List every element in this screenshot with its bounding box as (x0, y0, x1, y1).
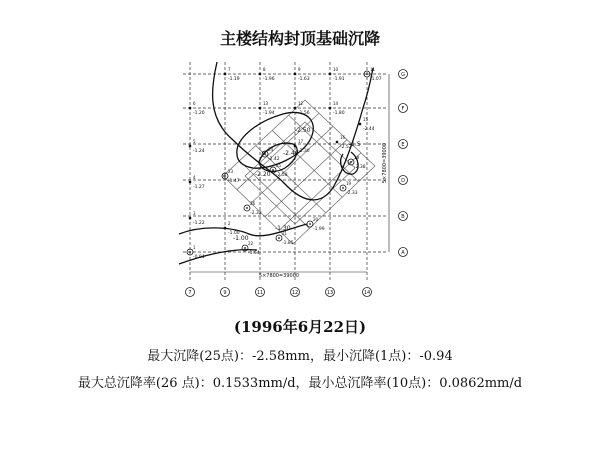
settlement-point-marker (294, 145, 296, 147)
settlement-point-marker (224, 227, 226, 229)
settlement-point-marker (329, 107, 331, 109)
tower-outline-outer (223, 100, 375, 244)
settlement-point-value: -1.19 (228, 77, 240, 82)
settlement-point-id: 25 (276, 163, 282, 168)
settlement-point-id: 14 (333, 101, 339, 106)
settlement-point-id: 21 (282, 231, 288, 236)
settlement-point-marker (359, 123, 361, 125)
contour-label: -2.50 (295, 127, 311, 134)
settlement-point-center (224, 175, 226, 177)
settlement-point-value: -1.24 (193, 149, 205, 154)
settlement-point-marker (189, 217, 191, 219)
settlement-point-id: 26 (250, 201, 256, 206)
axis-markers (186, 70, 408, 297)
settlement-point-center (264, 153, 266, 155)
settlement-point-value: -1.63 (298, 77, 310, 82)
settlement-point-id: 1 (193, 245, 196, 250)
settlement-point-value: -1.91 (333, 77, 345, 82)
settlement-point-center (342, 187, 344, 189)
settlement-rate-extremes: 最大总沉降率(26 点)：0.1533mm/d，最小总沉降率(10点)：0.0862mm/d (77, 376, 523, 391)
settlement-point-id: 13 (263, 101, 269, 106)
column-axis-label: 13 (326, 290, 334, 296)
survey-date: (1996年6月22日) (233, 318, 367, 336)
settlement-point-value: -1.94 (263, 111, 275, 116)
contour-label: -1.5 (349, 141, 361, 148)
settlement-point-value: -1.07 (370, 77, 382, 82)
settlement-point-value: -2.38 (354, 165, 366, 170)
contour-label: -1.30 (275, 225, 291, 232)
contour-label: -2.40 (283, 150, 299, 157)
settlement-point-value: -1.96 (263, 77, 275, 82)
settlement-point-center (309, 223, 311, 225)
settlement-point-value: -2.33 (250, 211, 262, 216)
column-axis-label: 12 (291, 290, 299, 296)
settlement-point-value: -2.44 (363, 127, 375, 132)
settlement-point-id: 5 (193, 139, 196, 144)
settlement-point-marker (259, 107, 261, 109)
settlement-point-id: 12 (298, 101, 304, 106)
settlement-point-id: 7 (228, 67, 231, 72)
row-axis-label: F (401, 106, 405, 112)
settlement-point-marker (294, 73, 296, 75)
settlement-point-value: -2.58 (276, 173, 288, 178)
settlement-point-id: 6 (193, 101, 196, 106)
settlement-point-id: 18 (354, 155, 360, 160)
settlement-point-center (246, 207, 248, 209)
settlement-point-value: -2.52 (340, 145, 352, 150)
settlement-point-value: -1.99 (313, 227, 325, 232)
page-title: 主楼结构封顶基础沉降 (219, 29, 380, 48)
settlement-point-marker (329, 73, 331, 75)
settlement-point-value: -1.80 (333, 111, 345, 116)
settlement-point-value: -1.56 (298, 111, 310, 116)
settlement-extremes: 最大沉降(25点)：-2.58mm，最小沉降(1点)：-0.94 (147, 349, 453, 364)
settlement-point-id: 4 (193, 175, 196, 180)
row-axis-label: A (401, 250, 405, 256)
settlement-point-id: 17 (298, 139, 304, 144)
rotated-tower-outline (223, 100, 375, 244)
settlement-point-id: 22 (248, 241, 254, 246)
column-axis-label: 14 (363, 290, 371, 296)
settlement-point-center (350, 161, 352, 163)
settlement-point-value: -1.47 (228, 179, 240, 184)
settlement-point-marker (189, 145, 191, 147)
settlement-point-marker (259, 73, 261, 75)
settlement-point-id: 23 (228, 169, 234, 174)
tower-grid-line (272, 130, 342, 197)
bottom-dimension-label: 5×7800=39000 (258, 273, 300, 279)
contour-label: -1.00 (233, 235, 249, 242)
column-axis-label: 9 (223, 290, 227, 296)
right-dimension-label: 5×7800=39000 (382, 142, 388, 184)
settlement-point-marker (189, 181, 191, 183)
settlement-point-marker (224, 73, 226, 75)
settlement-point-id: 15 (363, 117, 369, 122)
settlement-point-id: 20 (313, 217, 319, 222)
settlement-point-value: -2.33 (346, 191, 358, 196)
settlement-point-value: -2.30 (298, 149, 310, 154)
settlement-point-marker (294, 107, 296, 109)
settlement-point-marker (336, 141, 338, 143)
settlement-point-id: 19 (346, 181, 352, 186)
row-axis-label: B (401, 214, 405, 220)
settlement-point-id: 2 (228, 221, 231, 226)
settlement-contour-diagram (175, 58, 415, 303)
settlement-point-value: -1.27 (193, 185, 205, 190)
settlement-point-value: -1.85 (282, 241, 294, 246)
settlement-point-center (366, 73, 368, 75)
settlement-point-marker (189, 107, 191, 109)
settlement-point-center (278, 237, 280, 239)
settlement-point-id: 9 (298, 67, 301, 72)
settlement-point-id: 10 (333, 67, 339, 72)
settlement-points (187, 67, 382, 260)
settlement-point-id: 11 (370, 67, 376, 72)
settlement-point-id: 3 (193, 211, 196, 216)
settlement-point-value: -1.20 (193, 111, 205, 116)
settlement-point-value: -0.94 (193, 255, 205, 260)
settlement-point-value: -2.42 (268, 157, 280, 162)
settlement-point-id: 24 (268, 147, 274, 152)
settlement-point-id: 8 (263, 67, 266, 72)
row-axis-label: E (401, 142, 405, 148)
row-axis-label: G (401, 72, 405, 78)
settlement-point-value: -1.64 (248, 251, 260, 256)
column-axis-label: 11 (256, 290, 264, 296)
settlement-point-center (244, 247, 246, 249)
settlement-point-center (189, 251, 191, 253)
dimension-lines (190, 74, 389, 279)
settlement-point-center (272, 169, 274, 171)
row-axis-label: D (401, 178, 405, 184)
column-axis-label: 7 (188, 290, 192, 296)
settlement-point-value: -1.22 (193, 221, 205, 226)
contour-label: -2.20 (255, 171, 271, 178)
settlement-point-id: 16 (340, 135, 346, 140)
settlement-point-value: -1.00 (228, 231, 240, 236)
